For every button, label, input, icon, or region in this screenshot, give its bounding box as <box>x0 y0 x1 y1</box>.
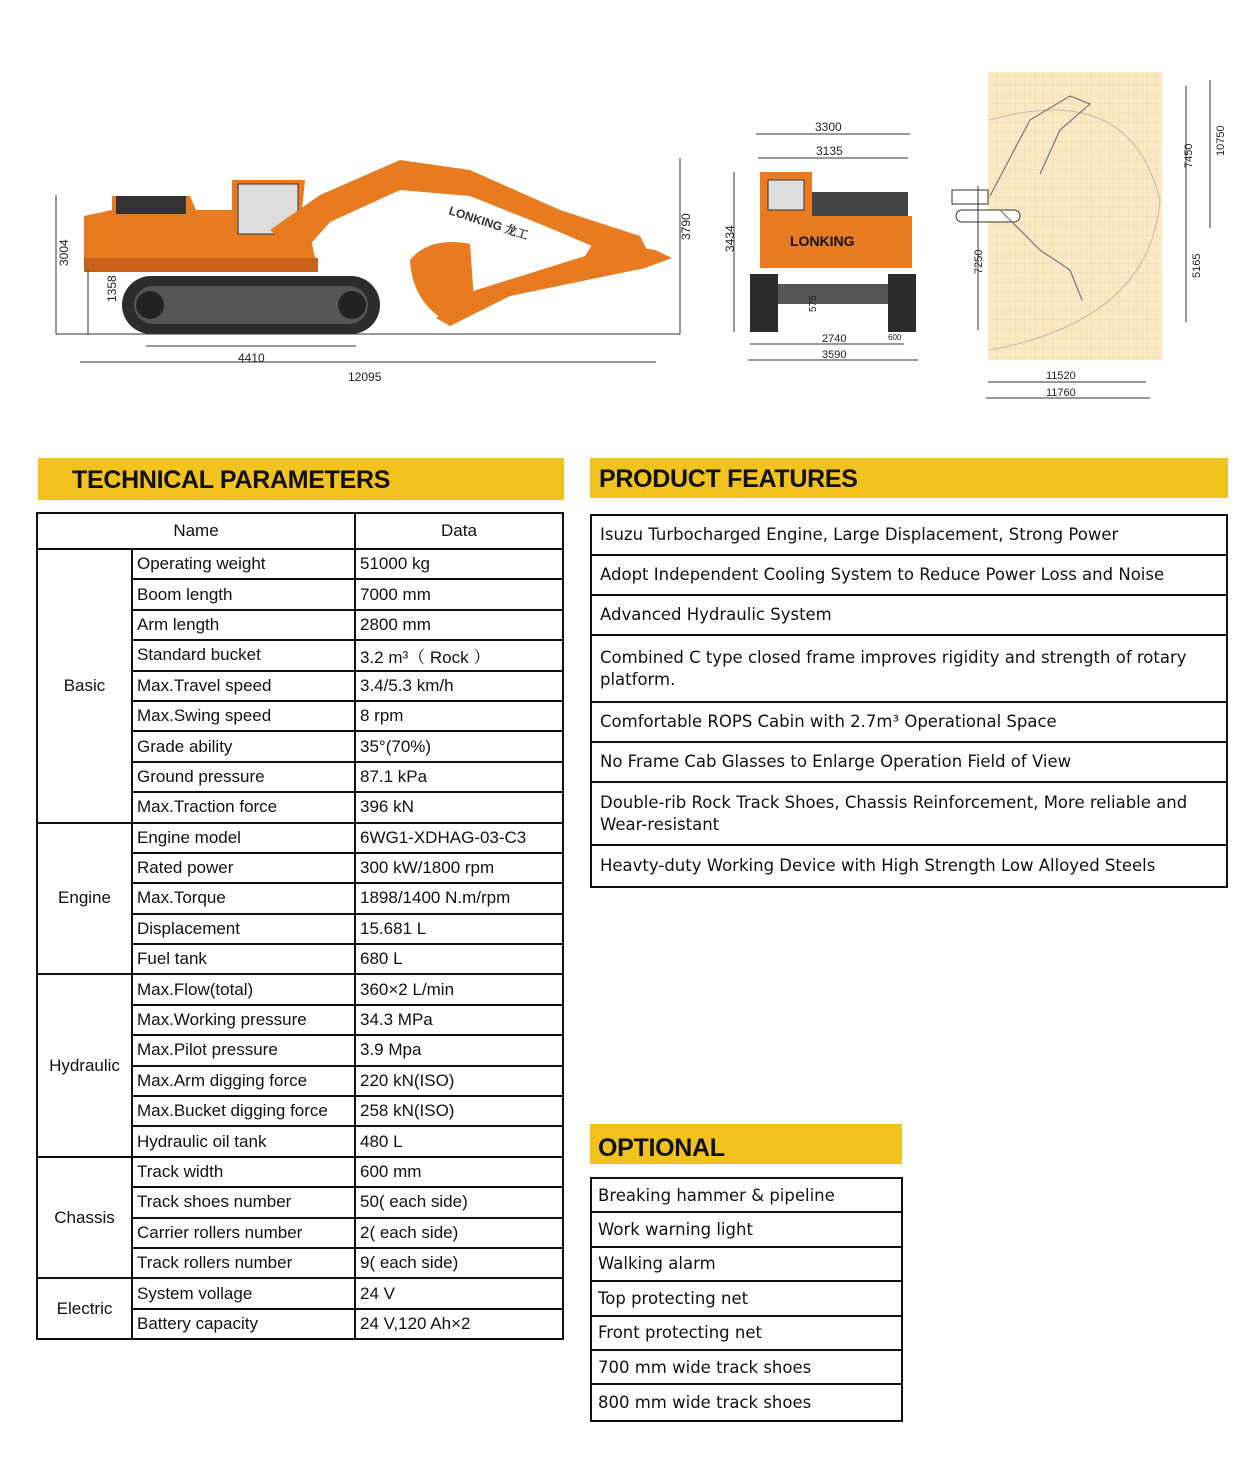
optional-item: Breaking hammer & pipeline <box>592 1179 901 1213</box>
front-view-drawing <box>710 112 940 367</box>
optional-item: Top protecting net <box>592 1282 901 1316</box>
parameter-value: 300 kW/1800 rpm <box>355 853 563 883</box>
parameter-name: Max.Swing speed <box>132 701 355 731</box>
parameter-name: Track width <box>132 1157 355 1187</box>
parameter-value: 7000 mm <box>355 579 563 609</box>
feature-item: Heavty-duty Working Device with High Strength Low Alloyed Steels <box>600 856 1156 875</box>
parameter-value: 24 V,120 Ah×2 <box>355 1309 563 1339</box>
dim-1358: 1358 <box>105 275 119 302</box>
dim-7450: 7450 <box>1183 143 1195 168</box>
feature-item: Isuzu Turbocharged Engine, Large Displacement, Strong Power <box>592 516 1226 556</box>
parameter-value: 3.4/5.3 km/h <box>355 671 563 701</box>
parameter-name: Max.Arm digging force <box>132 1066 355 1096</box>
parameter-name: Max.Working pressure <box>132 1005 355 1035</box>
parameter-value: 34.3 MPa <box>355 1005 563 1035</box>
optional-item: Front protecting net <box>592 1317 901 1351</box>
group-label: Hydraulic <box>37 974 132 1156</box>
parameter-name: Grade ability <box>132 731 355 761</box>
dim-3590: 3590 <box>822 349 847 361</box>
parameter-name: Boom length <box>132 579 355 609</box>
parameter-name: Arm length <box>132 610 355 640</box>
parameter-name: Max.Torque <box>132 883 355 913</box>
table-row <box>37 823 563 853</box>
parameter-value: 2( each side) <box>355 1218 563 1248</box>
dim-11520: 11520 <box>1046 370 1076 382</box>
optional-list <box>590 1177 903 1422</box>
group-label: Engine <box>37 823 132 975</box>
dim-7250: 7250 <box>973 249 985 274</box>
feature-item: Adopt Independent Cooling System to Reduce Power Loss and Noise <box>592 556 1226 596</box>
parameter-name: Operating weight <box>132 549 355 579</box>
parameter-value: 396 kN <box>355 792 563 822</box>
parameter-name: Max.Travel speed <box>132 671 355 701</box>
parameter-value: 50( each side) <box>355 1187 563 1217</box>
parameter-name: Track rollers number <box>132 1248 355 1278</box>
product-features-list <box>590 514 1228 888</box>
feature-item: Double-rib Rock Track Shoes, Chassis Reinforcement, More reliable and Wear-resistant <box>592 783 1226 846</box>
parameter-name: Track shoes number <box>132 1187 355 1217</box>
group-label: Basic <box>37 549 132 823</box>
feature-item: Advanced Hydraulic System <box>592 596 1226 636</box>
parameter-value: 3.9 Mpa <box>355 1035 563 1065</box>
parameter-name: Battery capacity <box>132 1309 355 1339</box>
parameter-name: Max.Traction force <box>132 792 355 822</box>
dim-10750: 10750 <box>1215 125 1227 156</box>
dim-575: 575 <box>808 295 819 312</box>
parameter-value: 600 mm <box>355 1157 563 1187</box>
optional-item: 700 mm wide track shoes <box>592 1351 901 1385</box>
parameter-name: Standard bucket <box>132 640 355 670</box>
parameter-value: 680 L <box>355 944 563 974</box>
parameter-value: 51000 kg <box>355 549 563 579</box>
optional-item: Work warning light <box>592 1213 901 1247</box>
optional-header: OPTIONAL <box>590 1124 902 1164</box>
dim-4410: 4410 <box>238 351 265 365</box>
parameter-name: Carrier rollers number <box>132 1218 355 1248</box>
side-brand: LONKING 龙工 <box>447 203 531 243</box>
dim-3434: 3434 <box>723 225 737 252</box>
table-row <box>37 1157 563 1187</box>
parameter-name: Ground pressure <box>132 762 355 792</box>
dim-3300: 3300 <box>815 120 842 134</box>
dim-5165: 5165 <box>1191 253 1203 278</box>
dim-2740: 2740 <box>822 333 847 345</box>
table-row <box>37 549 563 579</box>
feature-item: Combined C type closed frame improves rigidity and strength of rotary platform. <box>592 636 1226 703</box>
optional-item: Walking alarm <box>592 1248 901 1282</box>
parameter-name: Max.Bucket digging force <box>132 1096 355 1126</box>
optional-item: 800 mm wide track shoes <box>598 1393 812 1413</box>
table-row <box>37 1278 563 1308</box>
group-label: Electric <box>37 1278 132 1339</box>
parameter-name: Fuel tank <box>132 944 355 974</box>
feature-item: Comfortable ROPS Cabin with 2.7m³ Operational Space <box>592 703 1226 743</box>
data-column-header: Data <box>355 513 563 549</box>
dim-600: 600 <box>888 333 902 342</box>
parameter-value: 6WG1-XDHAG-03-C3 <box>355 823 563 853</box>
parameter-value: 35°(70%) <box>355 731 563 761</box>
parameter-name: Hydraulic oil tank <box>132 1126 355 1156</box>
feature-item: No Frame Cab Glasses to Enlarge Operation Field of View <box>592 743 1226 783</box>
parameter-value: 2800 mm <box>355 610 563 640</box>
name-column-header: Name <box>37 513 355 549</box>
parameter-value: 24 V <box>355 1278 563 1308</box>
parameter-value: 87.1 kPa <box>355 762 563 792</box>
parameter-value: 9( each side) <box>355 1248 563 1278</box>
parameter-name: Max.Flow(total) <box>132 974 355 1004</box>
parameter-value: 15.681 L <box>355 914 563 944</box>
parameter-value: 1898/1400 N.m/rpm <box>355 883 563 913</box>
technical-parameters-table <box>36 512 564 1340</box>
parameter-name: Displacement <box>132 914 355 944</box>
parameter-value: 360×2 L/min <box>355 974 563 1004</box>
parameter-value: 3.2 m³（ Rock ） <box>355 640 563 670</box>
dim-3135: 3135 <box>816 144 843 158</box>
parameter-value: 220 kN(ISO) <box>355 1066 563 1096</box>
dim-12095: 12095 <box>348 370 382 384</box>
group-label: Chassis <box>37 1157 132 1279</box>
parameter-name: Engine model <box>132 823 355 853</box>
parameter-name: Rated power <box>132 853 355 883</box>
parameter-value: 258 kN(ISO) <box>355 1096 563 1126</box>
parameter-value: 8 rpm <box>355 701 563 731</box>
parameter-name: System vollage <box>132 1278 355 1308</box>
working-range-drawing <box>940 66 1227 406</box>
parameter-name: Max.Pilot pressure <box>132 1035 355 1065</box>
parameter-value: 480 L <box>355 1126 563 1156</box>
table-header-row <box>37 513 563 549</box>
front-brand: LONKING <box>790 233 855 249</box>
technical-parameters-header: TECHNICAL PARAMETERS <box>38 458 564 500</box>
dim-11760: 11760 <box>1046 387 1076 399</box>
dim-3004: 3004 <box>57 239 71 266</box>
dim-3790: 3790 <box>679 213 693 240</box>
product-features-header: PRODUCT FEATURES <box>590 458 1228 498</box>
side-view-drawing <box>30 140 700 390</box>
table-row <box>37 974 563 1004</box>
